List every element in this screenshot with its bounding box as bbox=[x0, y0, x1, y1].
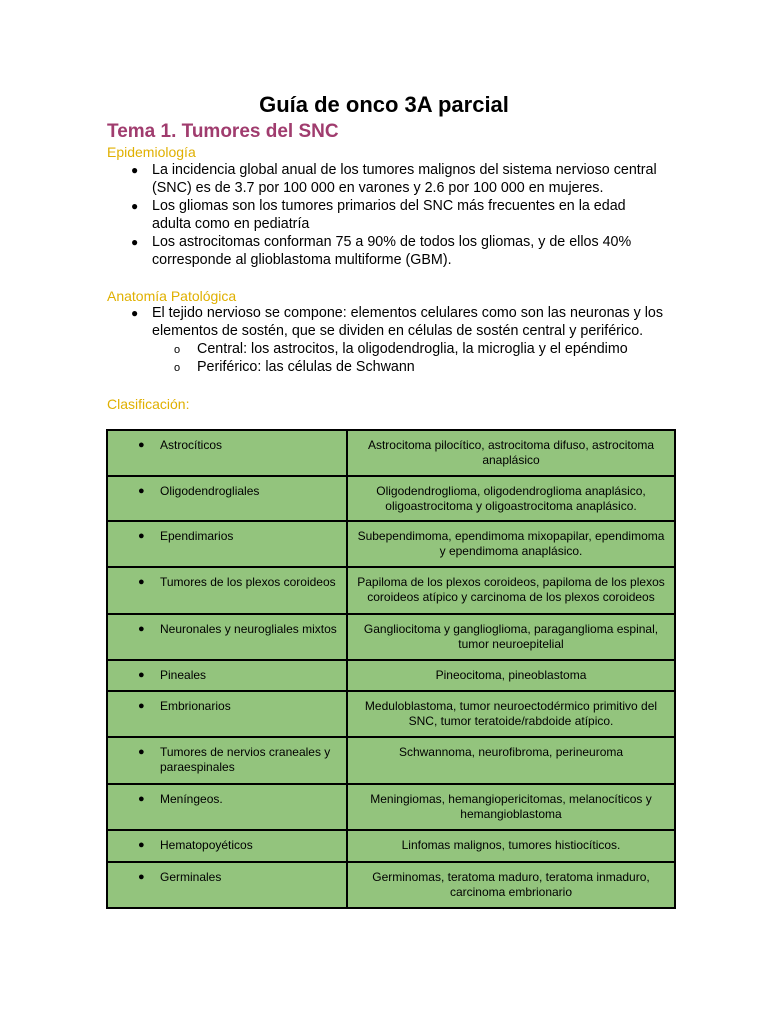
tumor-examples-cell: Pineocitoma, pineoblastoma bbox=[347, 660, 675, 691]
tumor-examples-cell: Subependimoma, ependimoma mixopapilar, ependimoma y ependimoma anaplásico. bbox=[347, 521, 675, 567]
tumor-type: Pineales bbox=[160, 668, 207, 682]
tumor-type-cell bbox=[107, 862, 347, 908]
bullet-icon: ● bbox=[138, 530, 145, 542]
sub-item-text: Periférico: las células de Schwann bbox=[197, 359, 415, 375]
table-row bbox=[107, 476, 675, 521]
tumor-type: Ependimarios bbox=[160, 529, 234, 543]
list-item bbox=[107, 304, 667, 376]
table-row bbox=[107, 567, 675, 614]
bullet-icon: ● bbox=[131, 163, 139, 177]
tumor-type: Embrionarios bbox=[160, 699, 231, 713]
tumor-type-cell bbox=[107, 521, 347, 567]
bullet-icon: ● bbox=[138, 439, 145, 451]
bullet-icon: ● bbox=[138, 669, 145, 681]
tumor-examples-cell: Schwannoma, neurofibroma, perineuroma bbox=[347, 737, 675, 784]
table-row bbox=[107, 660, 675, 691]
tumor-type: Hematopoyéticos bbox=[160, 838, 253, 852]
bullet-icon: ● bbox=[138, 746, 145, 758]
tumor-type-cell bbox=[107, 430, 347, 476]
table-row bbox=[107, 521, 675, 567]
tumor-examples-cell: Astrocitoma pilocítico, astrocitoma difuso, astrocitoma anaplásico bbox=[347, 430, 675, 476]
epidemiologia-list bbox=[107, 161, 667, 269]
list-item bbox=[107, 161, 667, 197]
bullet-icon: ● bbox=[131, 235, 139, 249]
tumor-type: Germinales bbox=[160, 870, 222, 884]
section-heading-epidemiologia: Epidemiología bbox=[107, 144, 196, 160]
circle-bullet-icon: o bbox=[174, 344, 181, 356]
bullet-icon: ● bbox=[131, 306, 139, 320]
sub-list-item bbox=[107, 340, 667, 358]
bullet-icon: ● bbox=[138, 793, 145, 805]
tumor-examples-cell: Meduloblastoma, tumor neuroectodérmico primitivo del SNC, tumor teratoide/rabdoide atípico. bbox=[347, 691, 675, 737]
bullet-icon: ● bbox=[138, 871, 145, 883]
tumor-examples-cell: Germinomas, teratoma maduro, teratoma inmaduro, carcinoma embrionario bbox=[347, 862, 675, 908]
tumor-type-cell bbox=[107, 660, 347, 691]
tumor-type-cell bbox=[107, 691, 347, 737]
tumor-type: Tumores de los plexos coroideos bbox=[160, 575, 336, 589]
sub-item-text: Central: los astrocitos, la oligodendroglia, la microglia y el epéndimo bbox=[197, 341, 628, 357]
classification-table bbox=[106, 429, 676, 909]
sub-list bbox=[152, 340, 667, 376]
tumor-type-cell bbox=[107, 830, 347, 862]
bullet-icon: ● bbox=[138, 700, 145, 712]
bullet-icon: ● bbox=[138, 623, 145, 635]
tumor-type: Neuronales y neurogliales mixtos bbox=[160, 622, 337, 636]
table-row bbox=[107, 737, 675, 784]
tumor-type-cell bbox=[107, 614, 347, 660]
bullet-text: Los astrocitomas conforman 75 a 90% de todos los gliomas, y de ellos 40% corresponde al glioblastoma multiforme (GBM). bbox=[152, 234, 632, 268]
table-row bbox=[107, 614, 675, 660]
bullet-text: Los gliomas son los tumores primarios del SNC más frecuentes en la edad adulta como en pediatría bbox=[152, 198, 626, 232]
bullet-icon: ● bbox=[138, 485, 145, 497]
bullet-icon: ● bbox=[131, 199, 139, 213]
tumor-type: Tumores de nervios craneales y paraespinales bbox=[160, 745, 331, 774]
tumor-type: Oligodendrogliales bbox=[160, 484, 260, 498]
table-row bbox=[107, 862, 675, 908]
tumor-examples-cell: Papiloma de los plexos coroideos, papiloma de los plexos coroideos atípico y carcinoma de los plexos coroideos bbox=[347, 567, 675, 614]
table-row bbox=[107, 691, 675, 737]
tumor-type-cell bbox=[107, 737, 347, 784]
list-item bbox=[107, 197, 667, 233]
section-heading-clasificacion: Clasificación: bbox=[107, 396, 190, 412]
tumor-type-cell bbox=[107, 476, 347, 521]
bullet-icon: ● bbox=[138, 576, 145, 588]
tema-heading: Tema 1. Tumores del SNC bbox=[107, 121, 339, 142]
tumor-type-cell bbox=[107, 567, 347, 614]
sub-list-item bbox=[107, 358, 667, 376]
tumor-examples-cell: Oligodendroglioma, oligodendroglioma anaplásico, oligoastrocitoma y oligoastrocitoma anaplásico. bbox=[347, 476, 675, 521]
section-heading-anatomia: Anatomía Patológica bbox=[107, 288, 237, 304]
circle-bullet-icon: o bbox=[174, 362, 181, 374]
tumor-examples-cell: Meningiomas, hemangiopericitomas, melanocíticos y hemangioblastoma bbox=[347, 784, 675, 830]
document-title: Guía de onco 3A parcial bbox=[259, 92, 509, 117]
table-row bbox=[107, 784, 675, 830]
bullet-icon: ● bbox=[138, 839, 145, 851]
tumor-examples-cell: Gangliocitoma y ganglioglioma, paraganglioma espinal, tumor neuroepitelial bbox=[347, 614, 675, 660]
tumor-type: Meníngeos. bbox=[160, 792, 223, 806]
tumor-examples-cell: Linfomas malignos, tumores histiocíticos. bbox=[347, 830, 675, 862]
bullet-text: El tejido nervioso se compone: elementos celulares como son las neuronas y los elementos de sostén, que se dividen en células de sostén central y periférico. bbox=[152, 305, 663, 339]
table-row bbox=[107, 830, 675, 862]
bullet-text: La incidencia global anual de los tumores malignos del sistema nervioso central (SNC) es de 3.7 por 100 000 en varones y 2.6 por 100 000 en mujeres. bbox=[152, 162, 657, 196]
anatomia-list bbox=[107, 304, 667, 376]
tumor-type-cell bbox=[107, 784, 347, 830]
table-row bbox=[107, 430, 675, 476]
list-item bbox=[107, 233, 667, 269]
tumor-type: Astrocíticos bbox=[160, 438, 223, 452]
